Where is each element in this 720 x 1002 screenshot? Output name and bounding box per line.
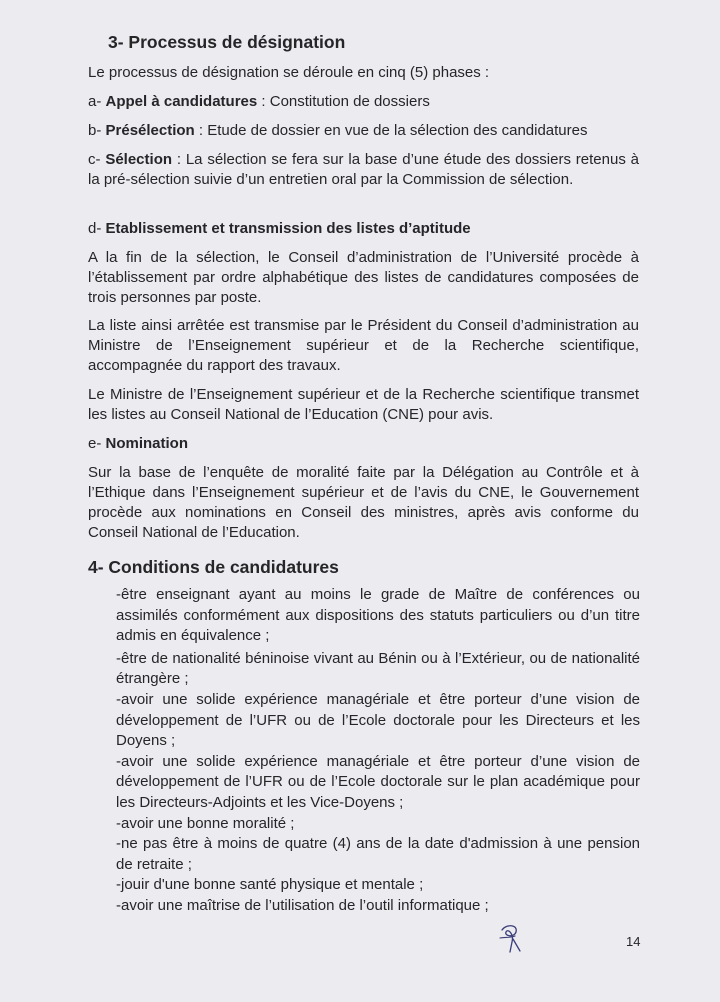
phase-c-label: Sélection bbox=[105, 151, 173, 168]
condition-item: -avoir une bonne moralité ; bbox=[116, 814, 295, 832]
phase-e-paragraph-1: Sur la base de l’enquête de moralité faite par la Délégation au Contrôle et à l’Ethique dans l’Enseignement supérieur et de l’avis du CNE, le Gouvernement procède aux nominations en Conseil des ministres, après avis conforme du Conseil National de l’Education. bbox=[88, 464, 639, 541]
condition-item: -être de nationalité béninoise vivant au Bénin ou à l’Extérieur, ou de nationalité étrangère ; bbox=[116, 649, 640, 688]
phase-a-label: Appel à candidatures bbox=[105, 93, 258, 110]
phase-e-heading bbox=[88, 434, 639, 454]
phase-b-prefix: b- bbox=[88, 122, 106, 139]
phase-c-text: : La sélection se fera sur la base d’une étude des dossiers retenus à la pré-sélection suivie d’un entretien oral par la Commission de sélection. bbox=[88, 151, 639, 188]
phase-c bbox=[88, 150, 639, 190]
phase-a bbox=[88, 92, 639, 112]
condition-item: -avoir une maîtrise de l’utilisation de l’outil informatique ; bbox=[116, 896, 489, 914]
phase-a-prefix: a- bbox=[88, 93, 106, 110]
phase-e-label: Nomination bbox=[105, 435, 189, 452]
phase-d-paragraph-3: Le Ministre de l’Enseignement supérieur et de la Recherche scientifique transmet les listes au Conseil National de l’Education (CNE) pour avis. bbox=[88, 386, 639, 423]
condition-item: -être enseignant ayant au moins le grade de Maître de conférences ou assimilés conformément aux dispositions des statuts particuliers ou d’un titre admis en équivalence ; bbox=[116, 586, 640, 645]
phase-c-prefix: c- bbox=[88, 151, 106, 168]
phase-b bbox=[88, 121, 639, 141]
conditions-list bbox=[116, 585, 640, 917]
phase-e-prefix: e- bbox=[88, 435, 106, 452]
phase-b-text: : Etude de dossier en vue de la sélection des candidatures bbox=[194, 122, 588, 139]
condition-item: -avoir une solide expérience managériale et être porteur d’une vision de développement de l’UFR ou de l’Ecole doctorale pour les Directeurs et les Doyens ; bbox=[116, 690, 640, 750]
phase-a-text: : Constitution de dossiers bbox=[257, 93, 430, 110]
signature-initials-icon bbox=[496, 920, 526, 956]
section-3-intro: Le processus de désignation se déroule en cinq (5) phases : bbox=[88, 64, 490, 81]
page-number: 14 bbox=[626, 934, 641, 949]
phase-d-paragraph-1: A la fin de la sélection, le Conseil d’administration de l’Université procède à l’établissement par ordre alphabétique des listes de candidatures composées de trois personnes par poste. bbox=[88, 249, 639, 306]
phase-d-heading bbox=[88, 219, 639, 239]
condition-item: -ne pas être à moins de quatre (4) ans de la date d'admission à une pension de retraite ; bbox=[116, 835, 640, 873]
phase-d-paragraph-2: La liste ainsi arrêtée est transmise par le Président du Conseil d’administration au Ministre de l’Enseignement supérieur et de la Recherche scientifique, accompagnée du rapport des travaux. bbox=[88, 317, 639, 374]
phase-b-label: Présélection bbox=[105, 122, 195, 139]
section-3-title: 3- Processus de désignation bbox=[108, 32, 346, 52]
phase-d-label: Etablissement et transmission des listes d’aptitude bbox=[105, 220, 471, 237]
condition-item: -jouir d'une bonne santé physique et mentale ; bbox=[116, 876, 424, 894]
condition-item: -avoir une solide expérience managériale et être porteur d’une vision de développement de l’UFR ou de l’Ecole doctorale sur le plan académique pour les Directeurs-Adjoints et les Vice-Doyens ; bbox=[116, 752, 640, 811]
section-4-title: 4- Conditions de candidatures bbox=[88, 557, 339, 577]
phase-d-prefix: d- bbox=[88, 220, 106, 237]
